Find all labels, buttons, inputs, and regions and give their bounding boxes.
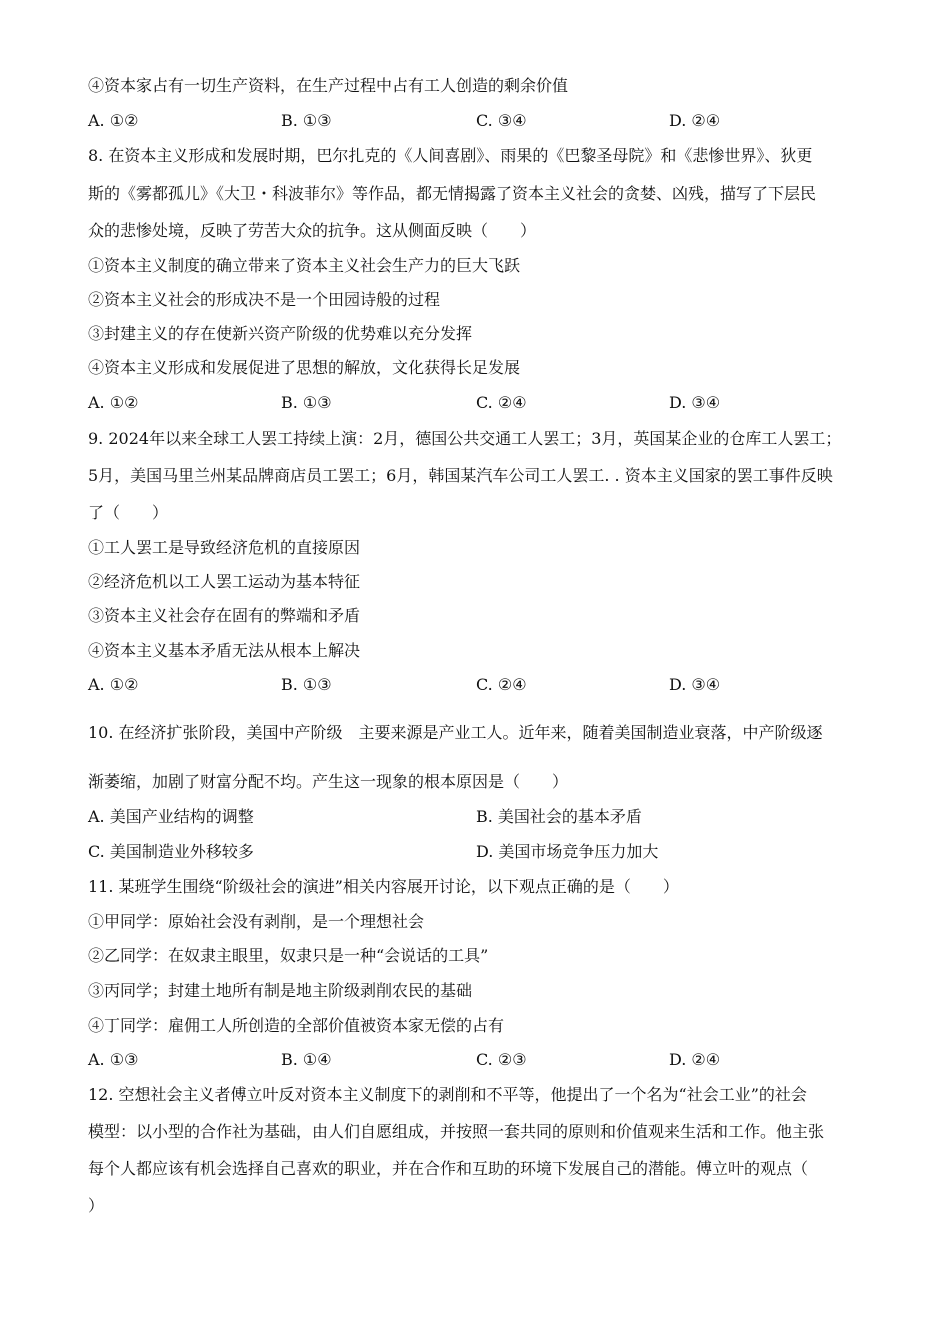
- q8-option-d[interactable]: D. ③④: [669, 393, 721, 412]
- q8-option-b[interactable]: B. ①③: [281, 393, 332, 412]
- q8-item-4: ④资本主义形成和发展促进了思想的解放，文化获得长足发展: [88, 358, 521, 377]
- q7-option-b[interactable]: B. ①③: [281, 111, 332, 130]
- q9-stem-line-3: 了（ ）: [88, 503, 169, 522]
- q8-stem-line-1: 8. 在资本主义形成和发展时期，巴尔扎克的《人间喜剧》、雨果的《巴黎圣母院》和《悲惨世界》、狄更: [88, 146, 813, 165]
- q9-item-3: ③资本主义社会存在固有的弊端和矛盾: [88, 606, 361, 625]
- q11-option-c[interactable]: C. ②③: [476, 1050, 527, 1069]
- q11-item-4: ④丁同学：雇佣工人所创造的全部价值被资本家无偿的占有: [88, 1016, 505, 1035]
- q8-item-3: ③封建主义的存在使新兴资产阶级的优势难以充分发挥: [88, 324, 473, 343]
- q7-option-d[interactable]: D. ②④: [669, 111, 721, 130]
- q9-option-b[interactable]: B. ①③: [281, 675, 332, 694]
- q7-option-a[interactable]: A. ①②: [88, 111, 139, 130]
- q8-stem-line-3: 众的悲惨处境，反映了劳苦大众的抗争。这从侧面反映（ ）: [88, 221, 537, 240]
- q11-item-2: ②乙同学：在奴隶主眼里，奴隶只是一种“会说话的工具”: [88, 946, 489, 965]
- q7-item-4: ④资本家占有一切生产资料，在生产过程中占有工人创造的剩余价值: [88, 76, 569, 95]
- q10-stem-line-1: 10. 在经济扩张阶段，美国中产阶级 主要来源是产业工人。近年来，随着美国制造业衰落，中产阶级逐: [88, 723, 823, 742]
- q8-stem-line-2: 斯的《雾都孤儿》《大卫・科波菲尔》等作品，都无情揭露了资本主义社会的贪婪、凶残，描写了下层民: [88, 184, 817, 203]
- q11-item-1: ①甲同学：原始社会没有剥削，是一个理想社会: [88, 912, 425, 931]
- q12-stem-line-1: 12. 空想社会主义者傅立叶反对资本主义制度下的剥削和不平等，他提出了一个名为“社会工业”的社会: [88, 1085, 807, 1104]
- q8-item-2: ②资本主义社会的形成决不是一个田园诗般的过程: [88, 290, 441, 309]
- q12-stem-line-2: 模型：以小型的合作社为基础，由人们自愿组成，并按照一套共同的原则和价值观来生活和工作。他主张: [88, 1122, 825, 1141]
- q10-option-c[interactable]: C. 美国制造业外移较多: [88, 842, 254, 861]
- q10-option-d[interactable]: D. 美国市场竞争压力加大: [476, 842, 659, 861]
- q9-item-2: ②经济危机以工人罢工运动为基本特征: [88, 572, 361, 591]
- q9-option-c[interactable]: C. ②④: [476, 675, 527, 694]
- q10-option-a[interactable]: A. 美国产业结构的调整: [88, 807, 254, 826]
- q9-option-a[interactable]: A. ①②: [88, 675, 139, 694]
- q12-stem-line-3: 每个人都应该有机会选择自己喜欢的职业，并在合作和互助的环境下发展自己的潜能。傅立叶的观点（: [88, 1159, 809, 1178]
- q8-item-1: ①资本主义制度的确立带来了资本主义社会生产力的巨大飞跃: [88, 256, 521, 275]
- q9-stem-line-2: 5月，美国马里兰州某品牌商店员工罢工；6月，韩国某汽车公司工人罢工. . 资本主义国家的罢工事件反映: [88, 466, 833, 485]
- q11-item-3: ③丙同学；封建土地所有制是地主阶级剥削农民的基础: [88, 981, 473, 1000]
- q11-stem-line-1: 11. 某班学生围绕“阶级社会的演进”相关内容展开讨论，以下观点正确的是（ ）: [88, 877, 679, 896]
- q7-option-c[interactable]: C. ③④: [476, 111, 527, 130]
- q8-option-c[interactable]: C. ②④: [476, 393, 527, 412]
- q9-option-d[interactable]: D. ③④: [669, 675, 721, 694]
- q11-option-b[interactable]: B. ①④: [281, 1050, 332, 1069]
- q9-item-4: ④资本主义基本矛盾无法从根本上解决: [88, 641, 361, 660]
- q9-stem-line-1: 9. 2024年以来全球工人罢工持续上演：2月，德国公共交通工人罢工；3月，英国某企业的仓库工人罢工；: [88, 429, 842, 448]
- q12-stem-line-4: ）: [88, 1196, 105, 1215]
- q10-stem-line-2: 渐萎缩，加剧了财富分配不均。产生这一现象的根本原因是（ ）: [88, 772, 569, 791]
- q8-option-a[interactable]: A. ①②: [88, 393, 139, 412]
- q10-option-b[interactable]: B. 美国社会的基本矛盾: [476, 807, 642, 826]
- q11-option-d[interactable]: D. ②④: [669, 1050, 721, 1069]
- q11-option-a[interactable]: A. ①③: [88, 1050, 139, 1069]
- q9-item-1: ①工人罢工是导致经济危机的直接原因: [88, 538, 361, 557]
